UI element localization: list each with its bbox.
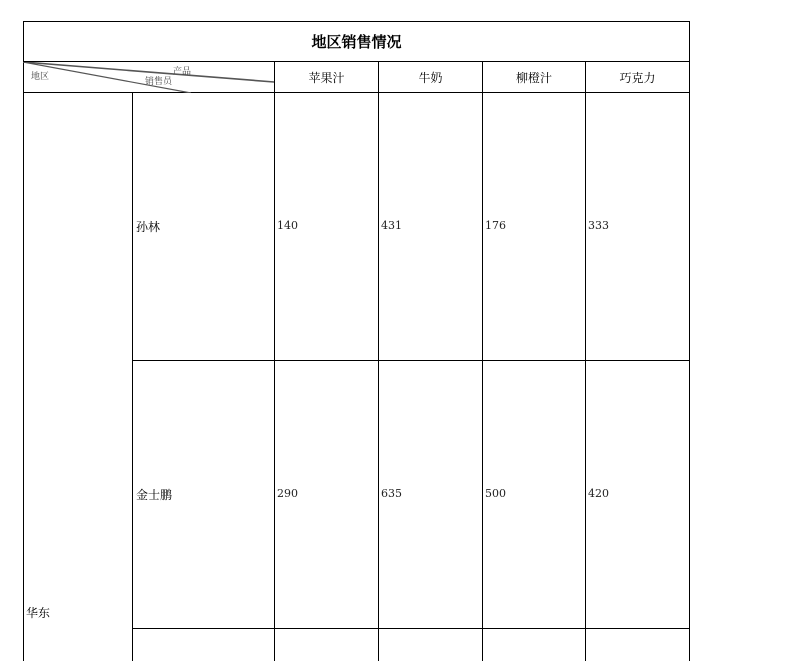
corner-label-region: 地区	[31, 72, 50, 82]
grid-line	[378, 61, 379, 661]
grid-line	[689, 61, 690, 661]
grid-line	[132, 92, 133, 661]
table-cell-value: 333	[588, 219, 609, 232]
table-cell-value: 176	[485, 219, 506, 232]
table-cell-value: 635	[381, 487, 402, 500]
salesperson-name: 金士鹏	[136, 488, 173, 502]
grid-line	[132, 628, 690, 629]
table-cell-value: 500	[485, 487, 506, 500]
column-header: 牛奶	[418, 70, 443, 85]
grid-line	[23, 61, 24, 661]
table-cell-value: 290	[277, 487, 298, 500]
report-title: 地区销售情况	[23, 21, 690, 62]
grid-line	[132, 360, 690, 361]
column-header: 柳橙汁	[515, 70, 552, 85]
sales-report	[23, 21, 690, 661]
corner-label-product: 产品	[173, 67, 192, 77]
grid-line	[274, 61, 275, 661]
salesperson-name: 孙林	[136, 220, 161, 234]
table-cell-value: 431	[381, 219, 402, 232]
column-header: 苹果汁	[308, 70, 345, 85]
table-cell-value: 420	[588, 487, 609, 500]
grid-line	[482, 61, 483, 661]
column-header: 巧克力	[619, 70, 656, 85]
region-label: 华东	[26, 606, 51, 620]
grid-line	[585, 61, 586, 661]
corner-label-salesperson: 销售员	[145, 77, 173, 87]
table-cell-value: 140	[277, 219, 298, 232]
